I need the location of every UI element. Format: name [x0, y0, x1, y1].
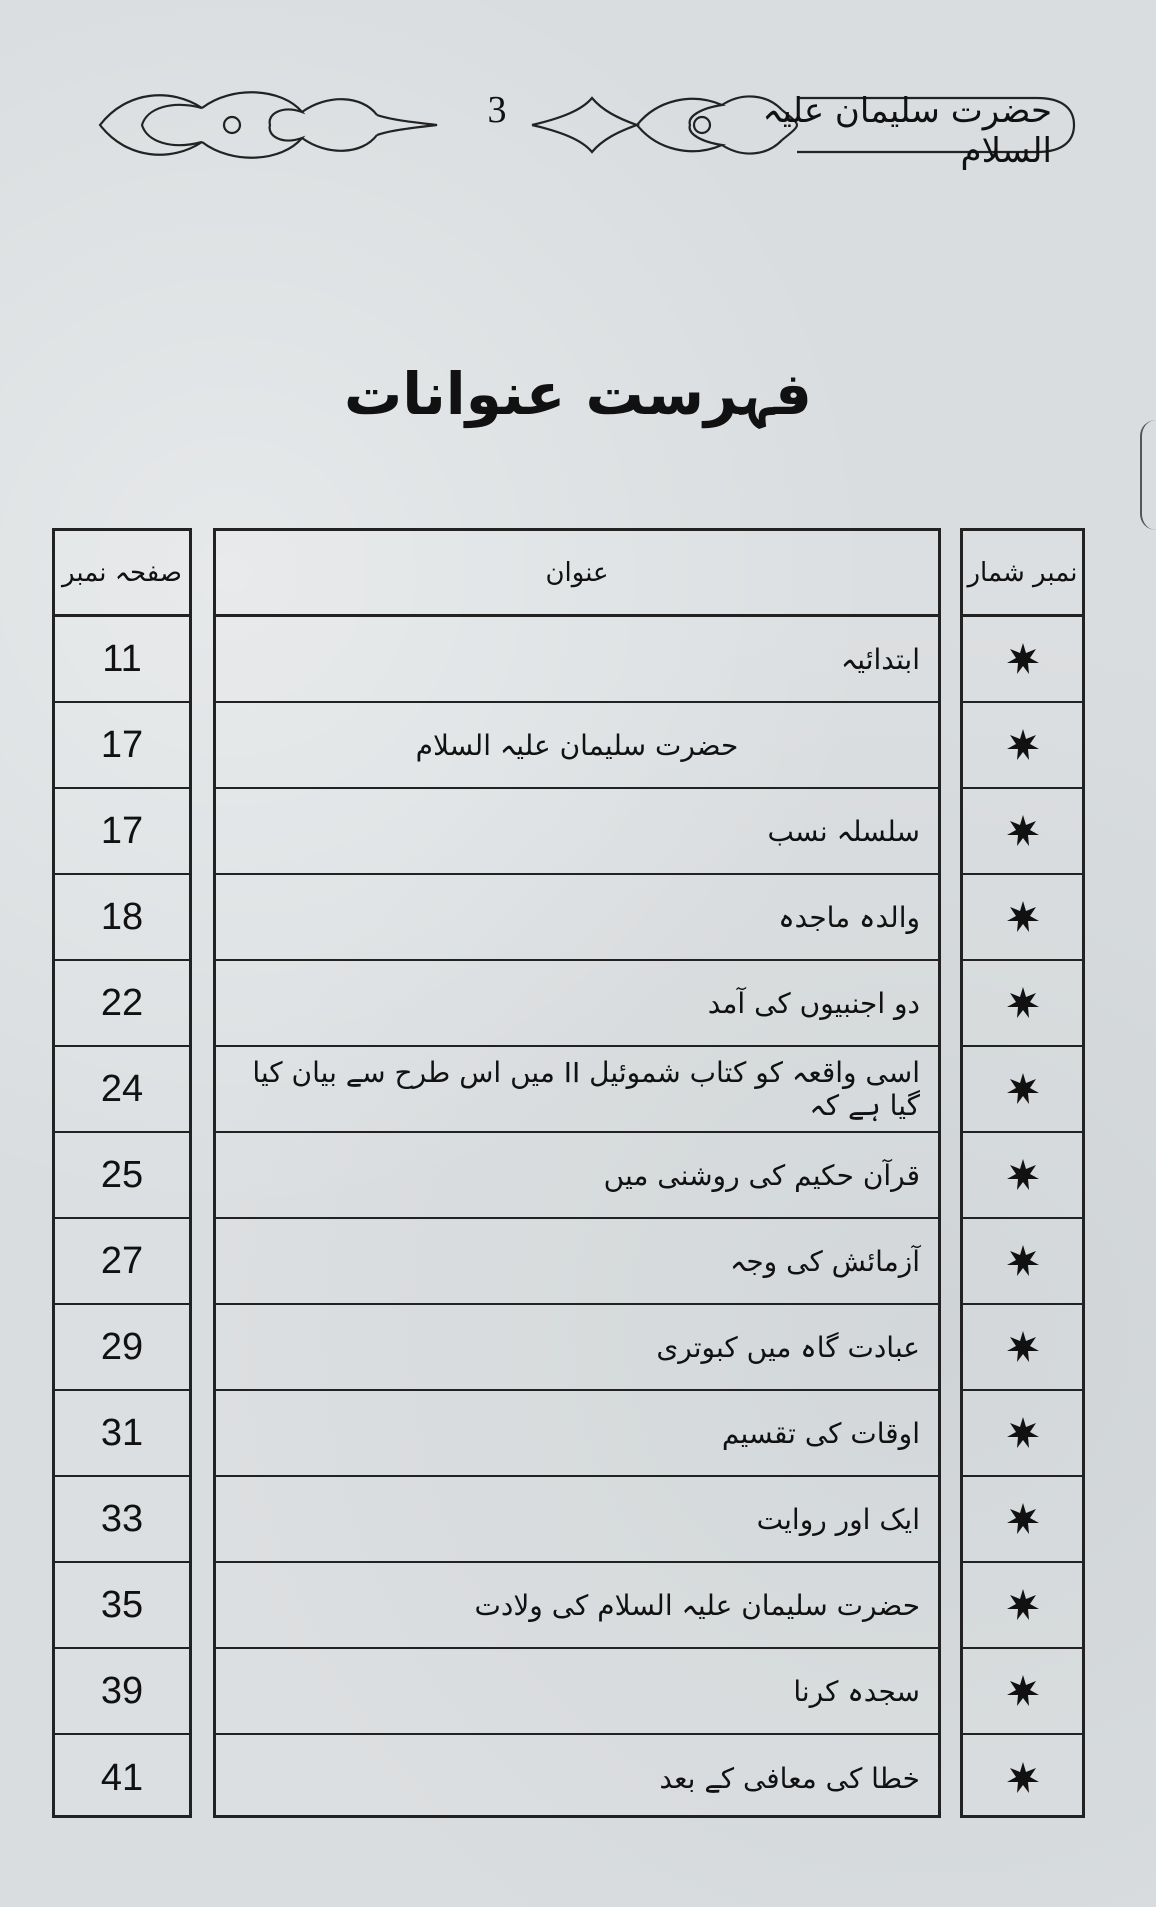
- table-row: [55, 1735, 189, 1821]
- table-row: [55, 1563, 189, 1649]
- star-icon: [1005, 1760, 1041, 1796]
- topic-cell: حضرت سلیمان علیہ السلام کی ولادت: [474, 1588, 920, 1622]
- table-row: [963, 1047, 1082, 1133]
- table-row: [55, 1477, 189, 1563]
- table-row: [216, 1047, 938, 1133]
- table-row: [963, 789, 1082, 875]
- page-number-cell: 18: [100, 895, 144, 938]
- star-icon: [1005, 1243, 1041, 1279]
- star-icon: [1005, 727, 1041, 763]
- table-row: [216, 1391, 938, 1477]
- table-row: [216, 1305, 938, 1391]
- star-icon: [1005, 1587, 1041, 1623]
- table-row: [963, 1735, 1082, 1821]
- table-row: [55, 1219, 189, 1305]
- page-number-cell: 31: [100, 1411, 144, 1454]
- page-title: فہرست عنوانات: [343, 360, 813, 428]
- table-row: [55, 789, 189, 875]
- page-number-column: [52, 528, 192, 1818]
- table-row: [216, 1477, 938, 1563]
- table-row: [963, 875, 1082, 961]
- table-row: [55, 703, 189, 789]
- topic-cell: اسی واقعہ کو کتاب شموئیل II میں اس طرح سے بیان کیا گیا ہے کہ: [252, 1056, 920, 1122]
- table-row: [963, 1133, 1082, 1219]
- table-row: [216, 617, 938, 703]
- topic-cell: سلسلہ نسب: [767, 814, 920, 848]
- table-row: [963, 1477, 1082, 1563]
- table-row: [216, 1649, 938, 1735]
- page-number-cell: 11: [102, 637, 142, 680]
- page-number-cell: 27: [100, 1239, 144, 1282]
- topic-cell: والدہ ماجدہ: [778, 900, 920, 934]
- star-icon: [1005, 899, 1041, 935]
- table-row: [55, 875, 189, 961]
- page-edge-shadow: [1140, 420, 1156, 530]
- topic-cell: ایک اور روایت: [756, 1502, 920, 1536]
- page-number-cell: 35: [100, 1583, 144, 1626]
- star-icon: [1005, 1501, 1041, 1537]
- table-row: [963, 1391, 1082, 1477]
- page-number: 3: [487, 89, 507, 131]
- topic-cell: عبادت گاہ میں کبوتری: [656, 1330, 920, 1364]
- table-row: [55, 1391, 189, 1477]
- page-column-header: صفحہ نمبر: [55, 531, 189, 617]
- table-row: [963, 961, 1082, 1047]
- table-row: [216, 789, 938, 875]
- table-row: [216, 1563, 938, 1649]
- table-row: [963, 1649, 1082, 1735]
- table-row: [963, 703, 1082, 789]
- topic-cell: آزمائش کی وجہ: [729, 1244, 920, 1278]
- page-number-cell: 17: [100, 723, 144, 766]
- table-row: [963, 1305, 1082, 1391]
- topic-cell: دو اجنبیوں کی آمد: [707, 986, 920, 1020]
- running-header-title: حضرت سلیمان علیہ السلام: [762, 91, 1052, 171]
- topic-cell: سجدہ کرنا: [793, 1674, 920, 1708]
- table-row: [55, 617, 189, 703]
- table-row: [216, 1219, 938, 1305]
- topic-cell: ابتدائیہ: [840, 642, 920, 676]
- page-number-cell: 39: [100, 1669, 144, 1712]
- star-icon: [1005, 1329, 1041, 1365]
- topic-cell: اوقات کی تقسیم: [721, 1416, 920, 1450]
- page-number-cell: 41: [100, 1756, 144, 1799]
- table-row: [963, 1219, 1082, 1305]
- table-row: [55, 1649, 189, 1735]
- table-row: [216, 875, 938, 961]
- table-row: [55, 961, 189, 1047]
- star-icon: [1005, 1415, 1041, 1451]
- star-icon: [1005, 641, 1041, 677]
- page-number-cell: 33: [100, 1497, 144, 1540]
- table-row: [216, 1133, 938, 1219]
- star-icon: [1005, 1673, 1041, 1709]
- table-row: [963, 617, 1082, 703]
- topic-cell: حضرت سلیمان علیہ السلام: [415, 728, 739, 762]
- page-number-cell: 29: [100, 1325, 144, 1368]
- table-row: [216, 1735, 938, 1821]
- serial-number-column: [960, 528, 1085, 1818]
- table-row: [55, 1133, 189, 1219]
- star-icon: [1005, 1071, 1041, 1107]
- star-icon: [1005, 813, 1041, 849]
- topic-cell: خطا کی معافی کے بعد: [659, 1761, 920, 1795]
- page-number-cell: 24: [100, 1067, 144, 1110]
- topic-cell: قرآن حکیم کی روشنی میں: [603, 1158, 920, 1192]
- topic-column-header: عنوان: [216, 531, 938, 617]
- table-row: [216, 961, 938, 1047]
- page-number-cell: 17: [100, 809, 144, 852]
- table-row: [55, 1305, 189, 1391]
- page-header: [92, 80, 1082, 171]
- table-row: [216, 703, 938, 789]
- serial-column-header: نمبر شمار: [963, 531, 1082, 617]
- table-row: [55, 1047, 189, 1133]
- topic-column: [213, 528, 941, 1818]
- page-number-cell: 22: [100, 981, 144, 1024]
- page-number-cell: 25: [100, 1153, 144, 1196]
- table-row: [963, 1563, 1082, 1649]
- star-icon: [1005, 985, 1041, 1021]
- star-icon: [1005, 1157, 1041, 1193]
